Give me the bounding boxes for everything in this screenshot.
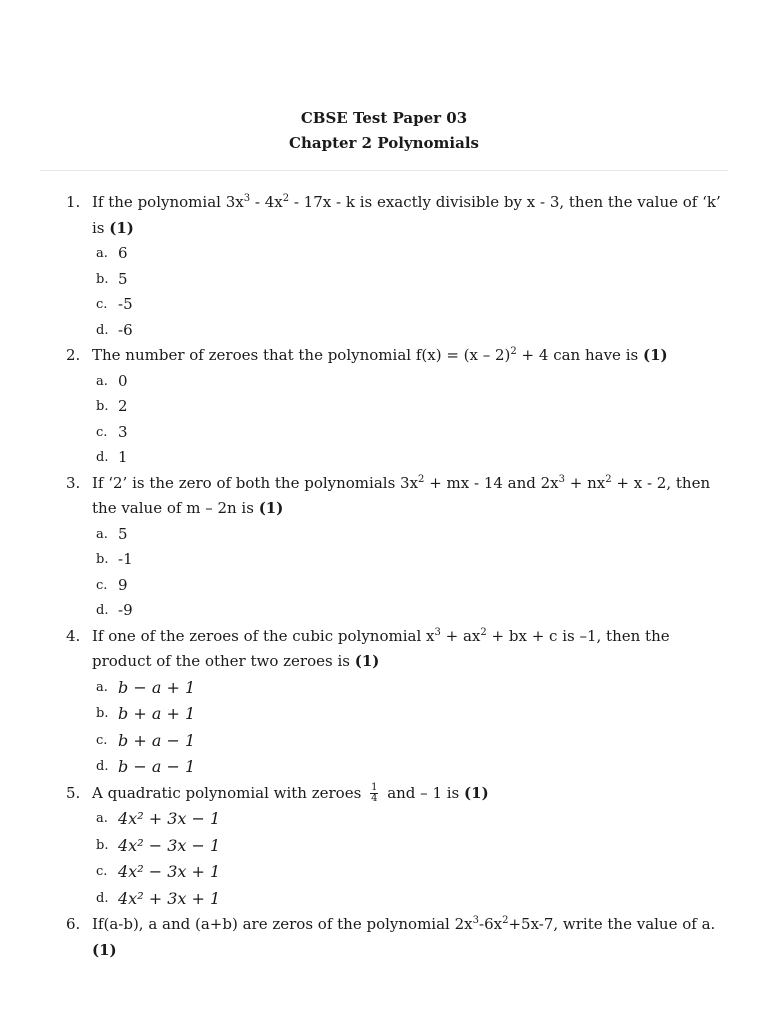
question-text: If ‘2’ is the zero of both the polynomials $3x^2$ + mx - 14 and $2x^3 + nx^2 + x - 2$, then the value of m – 2n is (1) [92,473,711,517]
question-2 [0,343,768,471]
marks: (1) [258,499,284,517]
question-text: If the polynomial $3x^3 - 4x^2 - 17x$ - k is exactly divisible by x - 3, then the value of ‘k’ is (1) [92,193,721,237]
question-number: 2. [66,346,81,364]
option: d. 1 [96,448,128,466]
fraction: $\frac{1}{4}$ [371,782,378,804]
options-list [92,675,724,781]
header-divider [40,170,728,171]
option: d. 4x² + 3x + 1 [96,888,221,908]
question-5 [0,781,768,913]
options-list [92,369,724,471]
marks: (1) [354,652,380,670]
marks: (1) [464,783,489,802]
question-text: The number of zeroes that the polynomial f(x) = (x – 2)$^2$ + 4 can have is (1) [92,346,668,364]
option: d. b − a − 1 [96,757,196,776]
options-list [92,241,724,343]
option: a. 6 [96,244,128,262]
options-list [92,522,724,624]
question-text: If one of the zeroes of the cubic polynomial $x^3 + ax^2$ + bx + c is –1, then the product of the other two zeroes is (1) [92,626,670,670]
question-number: 4. [66,626,81,645]
question-list [0,190,768,963]
question-6 [0,912,768,963]
question-3 [0,471,768,624]
option: b. 5 [96,269,128,288]
option: a. 5 [96,524,128,543]
option: b. 2 [96,397,128,415]
marks: (1) [642,346,668,364]
option: d. -6 [96,320,133,339]
option: c. -5 [96,295,133,313]
chapter-title: Chapter 2 Polynomials [289,134,479,152]
option: a. b − a + 1 [96,677,196,697]
question-4 [0,624,768,781]
question-1 [0,190,768,343]
option: d. -9 [96,601,133,619]
option: c. 9 [96,575,128,594]
option: b. -1 [96,550,133,568]
paper-title: CBSE Test Paper 03 [300,109,468,127]
option: a. 4x² + 3x − 1 [96,809,221,828]
marks: (1) [92,940,117,959]
option: b. 4x² − 3x − 1 [96,835,221,855]
paper-header [0,106,768,156]
marks: (1) [109,218,134,237]
option: a. 0 [96,371,128,390]
option: c. b + a − 1 [96,730,196,750]
options-list [92,806,724,912]
question-text: A quadratic polynomial with zeroes $\frac{1}{4}$ and – 1 is (1) [92,782,489,804]
question-number: 3. [66,473,81,492]
question-number: 6. [66,915,81,933]
question-text: If(a-b), a and (a+b) are zeros of the polynomial $2x^3-6x^2+5x-7$, write the value of a. (1) [92,915,716,959]
question-number: 1. [66,193,81,211]
option: c. 4x² − 3x + 1 [96,862,221,881]
option: c. 3 [96,422,128,441]
question-number: 5. [66,783,81,802]
option: b. b + a + 1 [96,704,196,723]
